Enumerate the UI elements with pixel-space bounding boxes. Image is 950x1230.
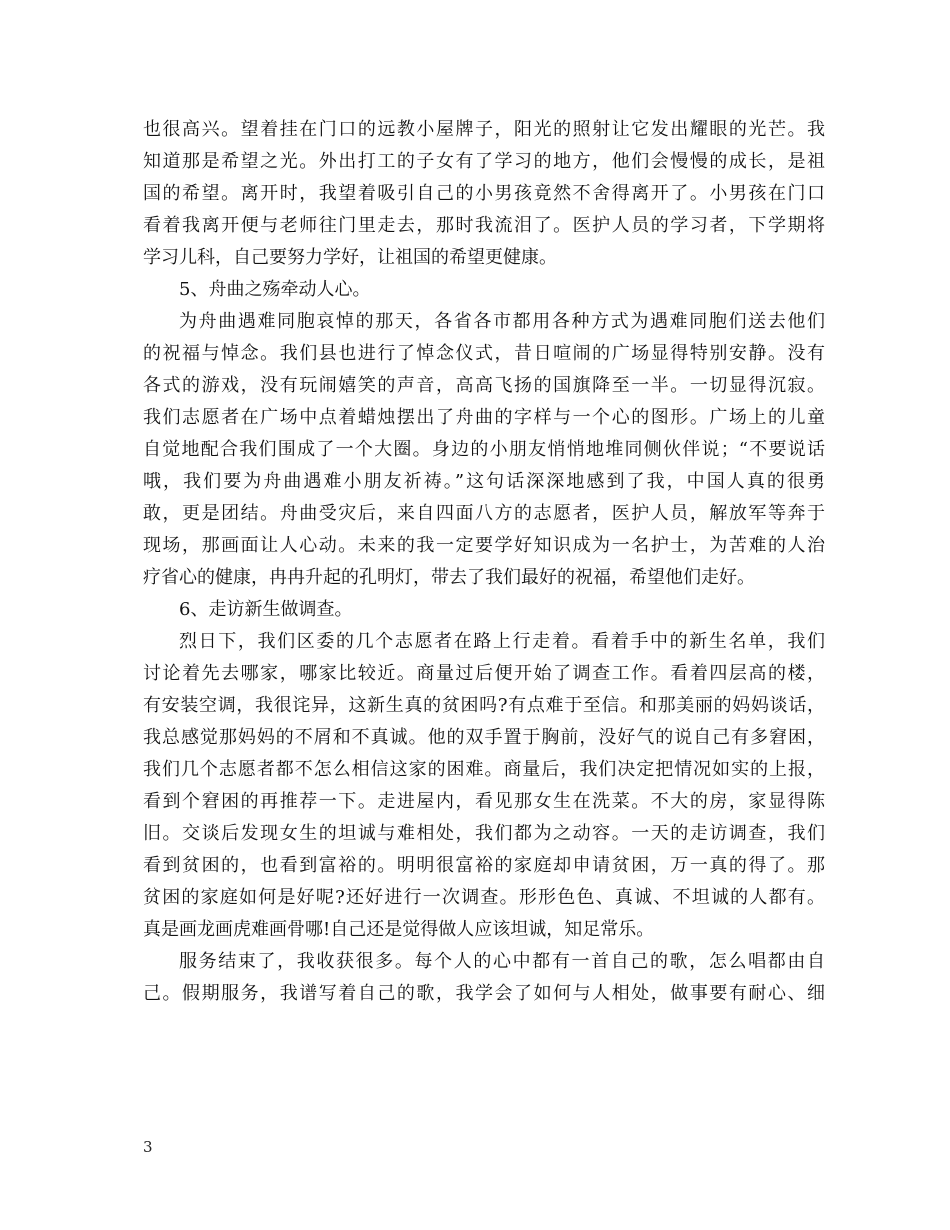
text-line: 我总感觉那妈妈的不屑和不真诚。他的双手置于胸前，没好气的说自己有多窘困， — [143, 727, 825, 748]
text-line: 现场，那画面让人心动。未来的我一定要学好知识成为一名护士，为苦难的人治 — [143, 535, 825, 556]
text-line: 烈日下，我们区委的几个志愿者在路上行走着。看着手中的新生名单，我们 — [179, 631, 825, 652]
body-text — [143, 114, 825, 1010]
text-line: 哦，我们要为舟曲遇难小朋友祈祷。”这句话深深地感到了我，中国人真的很勇 — [143, 471, 825, 492]
text-line: 敢，更是团结。舟曲受灾后，来自四面八方的志愿者，医护人员，解放军等奔于 — [143, 503, 825, 524]
text-line: 学习儿科，自己要努力学好，让祖国的希望更健康。 — [143, 247, 557, 268]
text-line: 也很高兴。望着挂在门口的远教小屋牌子，阳光的照射让它发出耀眼的光芒。我 — [143, 119, 825, 140]
page-number: 3 — [143, 1138, 153, 1156]
text-line: 看到个窘困的再推荐一下。走进屋内，看见那女生在洗菜。不大的房，家显得陈 — [143, 791, 825, 812]
text-line: 各式的游戏，没有玩闹嬉笑的声音，高高飞扬的国旗降至一半。一切显得沉寂。 — [143, 375, 825, 396]
text-line: 有安装空调，我很诧异，这新生真的贫困吗?有点难于至信。和那美丽的妈妈谈话， — [143, 695, 825, 716]
text-line: 疗省心的健康，冉冉升起的孔明灯，带去了我们最好的祝福，希望他们走好。 — [143, 567, 755, 588]
text-line: 自觉地配合我们围成了一个大圈。身边的小朋友悄悄地堆同侧伙伴说；“不要说话 — [143, 439, 825, 460]
text-line: 知道那是希望之光。外出打工的子女有了学习的地方，他们会慢慢的成长，是祖 — [143, 151, 825, 172]
text-line: 看到贫困的，也看到富裕的。明明很富裕的家庭却申请贫困，万一真的得了。那 — [143, 855, 825, 876]
text-line: 服务结束了，我收获很多。每个人的心中都有一首自己的歌，怎么唱都由自 — [179, 951, 825, 972]
section-heading: 5、舟曲之殇牵动人心。 — [179, 279, 371, 300]
text-line: 真是画龙画虎难画骨哪!自己还是觉得做人应该坦诚，知足常乐。 — [143, 919, 655, 940]
text-line: 讨论着先去哪家，哪家比较近。商量过后便开始了调查工作。看着四层高的楼， — [143, 663, 825, 684]
text-line: 国的希望。离开时，我望着吸引自己的小男孩竟然不舍得离开了。小男孩在门口 — [143, 183, 825, 204]
text-line: 我们几个志愿者都不怎么相信这家的困难。商量后，我们决定把情况如实的上报， — [143, 759, 825, 780]
text-line: 的祝福与悼念。我们县也进行了悼念仪式，昔日喧闹的广场显得特别安静。没有 — [143, 343, 825, 364]
text-line: 己。假期服务，我谱写着自己的歌，我学会了如何与人相处，做事要有耐心、细 — [143, 983, 825, 1004]
text-line: 看着我离开便与老师往门里走去，那时我流泪了。医护人员的学习者，下学期将 — [143, 215, 825, 236]
text-line: 我们志愿者在广场中点着蜡烛摆出了舟曲的字样与一个心的图形。广场上的儿童 — [143, 407, 825, 428]
text-line: 为舟曲遇难同胞哀悼的那天，各省各市都用各种方式为遇难同胞们送去他们 — [179, 311, 825, 332]
text-line: 旧。交谈后发现女生的坦诚与难相处，我们都为之动容。一天的走访调查，我们 — [143, 823, 825, 844]
text-line: 贫困的家庭如何是好呢?还好进行一次调查。形形色色、真诚、不坦诚的人都有。 — [143, 887, 825, 908]
section-heading: 6、走访新生做调查。 — [179, 599, 353, 620]
